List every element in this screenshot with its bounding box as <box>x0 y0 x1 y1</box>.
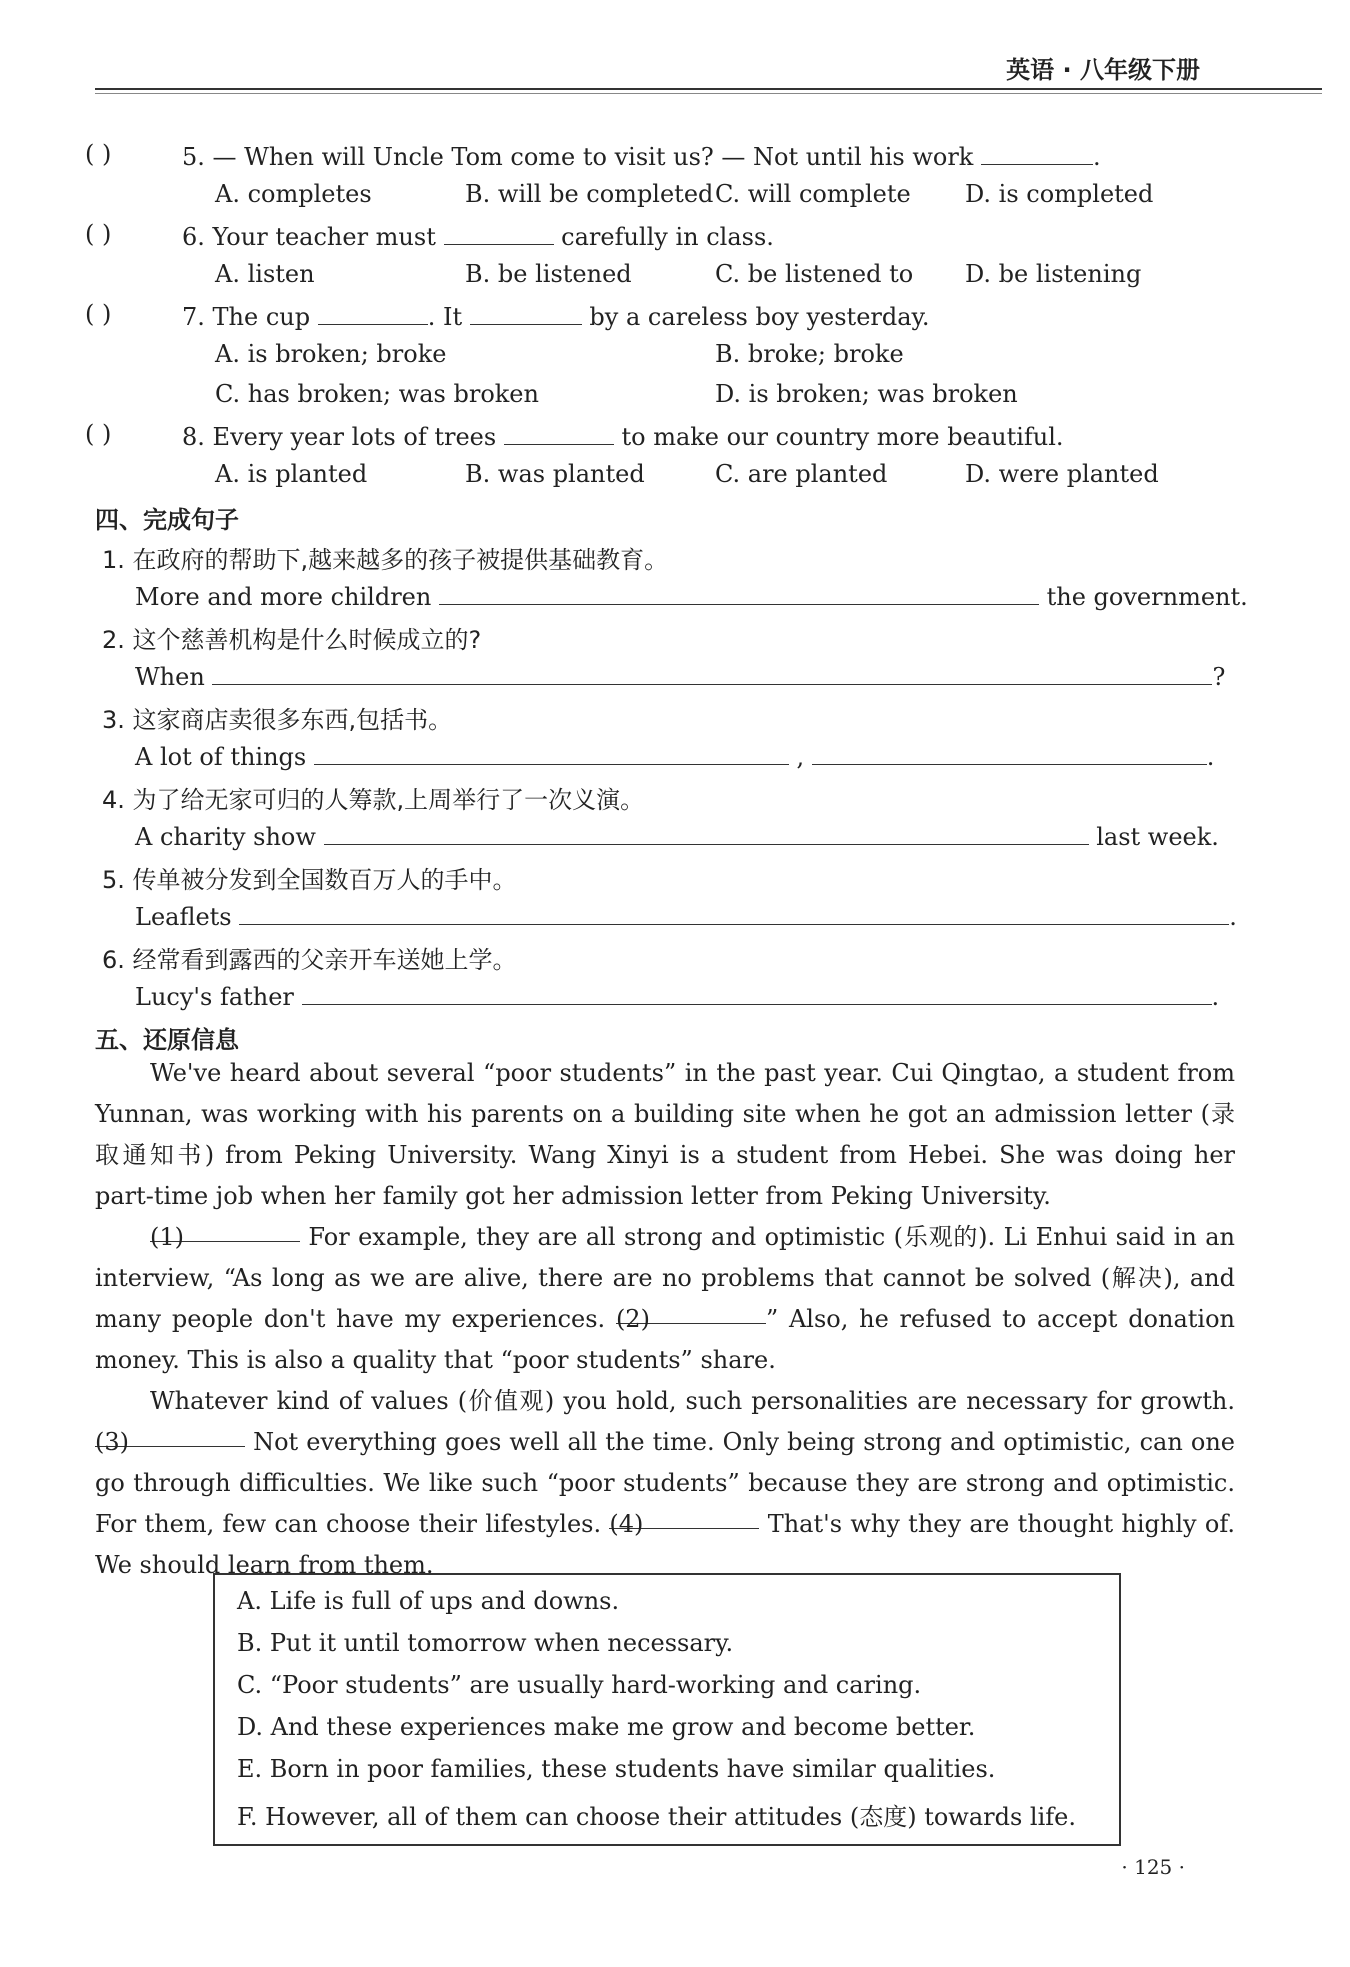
question-number: 6. <box>182 223 205 251</box>
question-stem <box>182 220 774 251</box>
answer-blank[interactable] <box>212 660 1212 685</box>
sentence-english <box>135 740 1214 771</box>
stem-text: . <box>1093 143 1101 171</box>
gap-1-blank[interactable]: (1) <box>150 1217 300 1242</box>
question-stem <box>182 420 1064 451</box>
header-rule <box>95 88 1322 90</box>
choice-c: C. “Poor students” are usually hard-working and caring. <box>237 1671 922 1699</box>
answer-blank[interactable] <box>504 420 614 445</box>
answer-blank[interactable] <box>324 820 1089 845</box>
header-rule-thin <box>95 93 1322 94</box>
sentence-chinese: 2. 这个慈善机构是什么时候成立的? <box>102 626 482 654</box>
answer-blank[interactable] <box>314 740 789 765</box>
sentence-chinese: 3. 这家商店卖很多东西,包括书。 <box>102 706 453 734</box>
sentence-suffix: . <box>1206 743 1215 771</box>
option-c: C. has broken; was broken <box>215 380 539 408</box>
gap-2-blank[interactable]: (2) <box>616 1299 766 1324</box>
option-c: C. will complete <box>715 180 911 208</box>
sentence-prefix: A lot of things <box>135 743 307 771</box>
sentence-chinese: 1. 在政府的帮助下,越来越多的孩子被提供基础教育。 <box>102 546 669 574</box>
paragraph-text: Not everything goes well all the time. Only being strong and optimistic, can one go through difficulties. We like such “poor students” because they are strong and optimistic. For them, few can choose their lifestyles. <box>95 1428 1235 1538</box>
choice-f: F. However, all of them can choose their attitudes (态度) towards life. <box>237 1803 1076 1831</box>
option-d: D. were planted <box>965 460 1159 488</box>
sentence-chinese: 4. 为了给无家可归的人筹款,上周举行了一次义演。 <box>102 786 645 814</box>
sentence-chinese: 5. 传单被分发到全国数百万人的手中。 <box>102 866 517 894</box>
sentence-prefix: When <box>135 663 205 691</box>
sentence-suffix: . <box>1211 983 1220 1011</box>
option-c: C. are planted <box>715 460 888 488</box>
gap-3-blank[interactable]: (3) <box>95 1422 245 1447</box>
sentence-comma: , <box>796 743 805 771</box>
answer-blank[interactable] <box>812 740 1207 765</box>
option-a: A. completes <box>215 180 372 208</box>
option-b: B. broke; broke <box>715 340 904 368</box>
sentence-english <box>135 820 1219 851</box>
option-a: A. is broken; broke <box>215 340 447 368</box>
page-number: · 125 · <box>1121 1855 1185 1879</box>
option-d: D. be listening <box>965 260 1142 288</box>
section-title: 五、还原信息 <box>95 1026 239 1054</box>
question-stem <box>182 300 930 331</box>
stem-text: . It <box>427 303 463 331</box>
passage-paragraph-1 <box>95 1053 1235 1217</box>
option-b: B. be listened <box>465 260 632 288</box>
sentence-english <box>135 980 1219 1011</box>
question-number: 5. <box>182 143 205 171</box>
sentence-prefix: Lucy's father <box>135 983 294 1011</box>
answer-blank[interactable] <box>318 300 428 325</box>
answer-blank[interactable] <box>470 300 582 325</box>
answer-paren: ( ) <box>85 140 112 168</box>
answer-blank[interactable] <box>981 140 1093 165</box>
paragraph-text: That's why they are thought highly of. We should learn from them. <box>95 1510 1235 1579</box>
answer-blank[interactable] <box>444 220 554 245</box>
paragraph-text: For example, they are all strong and optimistic (乐观的). Li Enhui said in an interview, “As long as we are alive, there are no problems that cannot be solved (解决), and many people don't have my experiences. <box>95 1223 1235 1333</box>
answer-blank[interactable] <box>302 980 1212 1005</box>
sentence-suffix: last week. <box>1096 823 1219 851</box>
option-a: A. is planted <box>215 460 368 488</box>
sentence-english <box>135 900 1237 931</box>
option-a: A. listen <box>215 260 315 288</box>
option-d: D. is completed <box>965 180 1154 208</box>
question-number: 7. <box>182 303 205 331</box>
stem-text: to make our country more beautiful. <box>621 423 1064 451</box>
passage-paragraph-2 <box>95 1217 1235 1381</box>
option-b: B. was planted <box>465 460 645 488</box>
sentence-suffix: the government. <box>1046 583 1248 611</box>
answer-blank[interactable] <box>439 580 1039 605</box>
question-number: 8. <box>182 423 205 451</box>
option-c: C. be listened to <box>715 260 914 288</box>
sentence-suffix: ? <box>1212 663 1226 691</box>
stem-text: carefully in class. <box>561 223 774 251</box>
answer-paren: ( ) <box>85 220 112 248</box>
stem-text: Every year lots of trees <box>212 423 497 451</box>
sentence-prefix: A charity show <box>135 823 316 851</box>
sentence-english <box>135 580 1248 611</box>
choice-a: A. Life is full of ups and downs. <box>237 1587 620 1615</box>
stem-text: by a careless boy yesterday. <box>589 303 930 331</box>
header-title: 英语 · 八年级下册 <box>1006 56 1200 84</box>
passage-paragraph-3 <box>95 1381 1235 1586</box>
sentence-prefix: Leaflets <box>135 903 232 931</box>
gap-4-blank[interactable]: (4) <box>609 1504 759 1529</box>
stem-text: The cup <box>212 303 311 331</box>
option-d: D. is broken; was broken <box>715 380 1018 408</box>
paragraph-text: We've heard about several “poor students” in the past year. Cui Qingtao, a student from Yunnan, was working with his parents on a building site when he got an admission letter (录取通知书) from Peking University. Wang Xinyi is a student from Hebei. She was doing her part-time job when her family got her admission letter from Peking University. <box>95 1059 1235 1210</box>
answer-paren: ( ) <box>85 300 112 328</box>
paragraph-text: ” Also, he refused to accept donation money. This is also a quality that “poor students” share. <box>95 1305 1235 1374</box>
option-b: B. will be completed <box>465 180 714 208</box>
stem-text: Your teacher must <box>212 223 436 251</box>
sentence-chinese: 6. 经常看到露西的父亲开车送她上学。 <box>102 946 517 974</box>
question-stem <box>182 140 1101 171</box>
choice-b: B. Put it until tomorrow when necessary. <box>237 1629 734 1657</box>
choice-d: D. And these experiences make me grow and become better. <box>237 1713 976 1741</box>
choice-e: E. Born in poor families, these students have similar qualities. <box>237 1755 996 1783</box>
sentence-prefix: More and more children <box>135 583 432 611</box>
sentence-english <box>135 660 1225 691</box>
answer-paren: ( ) <box>85 420 112 448</box>
answer-blank[interactable] <box>239 900 1229 925</box>
stem-text: — When will Uncle Tom come to visit us? — Not until his work <box>212 143 974 171</box>
section-title: 四、完成句子 <box>95 506 239 534</box>
paragraph-text: Whatever kind of values (价值观) you hold, such personalities are necessary for growth. <box>150 1387 1235 1415</box>
options-box <box>213 1573 1121 1846</box>
sentence-suffix: . <box>1229 903 1237 931</box>
